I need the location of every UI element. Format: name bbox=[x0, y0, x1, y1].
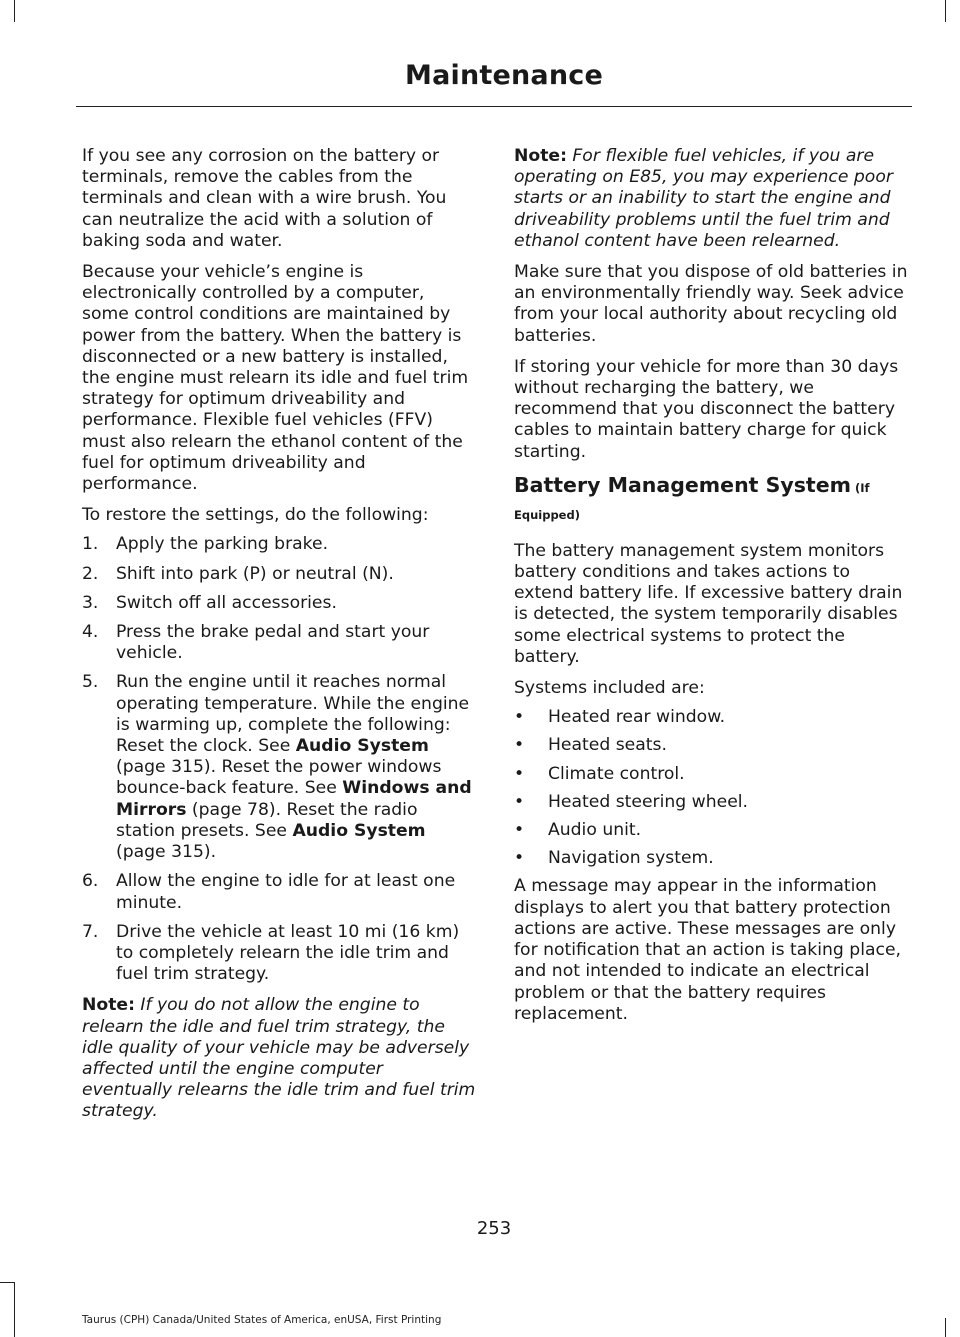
bullet-icon: • bbox=[514, 735, 525, 756]
list-item-text: Audio unit. bbox=[548, 820, 642, 841]
list-item bbox=[82, 922, 476, 986]
step-number: 1. bbox=[82, 534, 99, 555]
section-heading bbox=[514, 473, 910, 527]
left-column bbox=[82, 146, 476, 1133]
step-number: 3. bbox=[82, 592, 99, 613]
paragraph: A message may appear in the information displays to alert you that battery protection actions are active. These messages are only for notification that an action is taking place, and not intended to indicate an electrical problem or that the battery requires replacement. bbox=[514, 876, 902, 1024]
list-item bbox=[514, 764, 910, 785]
paragraph: If you see any corrosion on the battery or terminals, remove the cables from the terminals and clean with a wire brush. You can neutralize the acid with a solution of baking soda and water. bbox=[82, 146, 447, 251]
step-text: Drive the vehicle at least 10 mi (16 km) to completely relearn the idle trim and fuel trim strategy. bbox=[116, 921, 460, 985]
paragraph: Make sure that you dispose of old batteries in an environmentally friendly way. Seek advice from your local authority about recycling old batteries. bbox=[514, 262, 908, 346]
right-column bbox=[514, 146, 910, 1035]
bullet-icon: • bbox=[514, 763, 525, 784]
step-text: (page 78). Reset the radio station presets. See bbox=[116, 799, 418, 841]
list-item-text: Heated steering wheel. bbox=[548, 791, 749, 812]
note-label: Note: bbox=[82, 995, 135, 1016]
systems-list bbox=[514, 707, 910, 869]
cross-reference-link[interactable]: Windows and Mirrors bbox=[116, 778, 472, 820]
step-text: Run the engine until it reaches normal operating temperature. While the engine is warming up, complete the following: Reset the clock. See bbox=[116, 672, 470, 757]
bullet-icon: • bbox=[514, 791, 525, 812]
list-item bbox=[82, 593, 476, 614]
note-label: Note: bbox=[514, 146, 567, 166]
note bbox=[514, 146, 910, 252]
bullet-icon: • bbox=[514, 820, 525, 841]
paragraph: If storing your vehicle for more than 30 days without recharging the battery, we recommend that you disconnect the battery cables to maintain battery charge for quick starting. bbox=[514, 356, 899, 462]
step-number: 6. bbox=[82, 871, 99, 892]
list-item-text: Navigation system. bbox=[548, 848, 714, 869]
bullet-icon: • bbox=[514, 707, 525, 728]
note-text: For flexible fuel vehicles, if you are operating on E85, you may experience poor starts or an inability to start the engine and driveability problems until the fuel trim and ethanol content have been relearned. bbox=[514, 146, 893, 251]
crop-mark-top-left-vertical bbox=[14, 0, 15, 22]
list-item bbox=[82, 672, 476, 863]
cross-reference-link[interactable]: Audio System bbox=[292, 820, 426, 841]
list-item bbox=[514, 735, 910, 756]
crop-mark-bottom-left-horizontal bbox=[0, 1282, 15, 1283]
step-text: Shift into park (P) or neutral (N). bbox=[116, 563, 394, 584]
section-heading-qualifier: (If Equipped) bbox=[514, 480, 870, 522]
section-heading-text: Battery Management System bbox=[514, 472, 851, 497]
crop-mark-top-right-vertical bbox=[945, 0, 946, 22]
steps-list bbox=[82, 534, 476, 985]
paragraph: Because your vehicle’s engine is electronically controlled by a computer, some control conditions are maintained by power from the battery. When the battery is disconnected or a new battery is installed, the engine must relearn its idle and fuel trim strategy for optimum driveability and performance. Flexible fuel vehicles (FFV) must also relearn the ethanol content of the fuel for optimum driveability and performance. bbox=[82, 262, 469, 495]
step-number: 4. bbox=[82, 622, 99, 643]
paragraph: Systems included are: bbox=[514, 678, 705, 699]
step-text: Press the brake pedal and start your vehicle. bbox=[116, 622, 430, 664]
step-text: (page 315). Reset the power windows bounce-back feature. See bbox=[116, 757, 442, 799]
step-number: 7. bbox=[82, 921, 99, 942]
note-text: If you do not allow the engine to relearn the idle and fuel trim strategy, the idle quality of your vehicle may be adversely affected until the engine computer eventually relearns the idle trim and fuel trim strategy. bbox=[82, 995, 476, 1122]
list-item bbox=[514, 848, 910, 869]
step-number: 5. bbox=[82, 672, 99, 693]
step-text: Allow the engine to idle for at least one minute. bbox=[116, 871, 456, 913]
cross-reference-link[interactable]: Audio System bbox=[295, 736, 429, 757]
list-item bbox=[514, 792, 910, 813]
step-number: 2. bbox=[82, 563, 99, 584]
list-item bbox=[514, 707, 910, 728]
crop-mark-bottom-left-vertical bbox=[14, 1282, 15, 1337]
list-item-text: Climate control. bbox=[548, 763, 685, 784]
list-item bbox=[514, 820, 910, 841]
step-text: Apply the parking brake. bbox=[116, 534, 329, 555]
step-text: (page 315). bbox=[116, 842, 217, 863]
list-item-text: Heated rear window. bbox=[548, 707, 726, 728]
page-number: 253 bbox=[476, 1218, 512, 1239]
paragraph: The battery management system monitors battery conditions and takes actions to extend battery life. If excessive battery drain is detected, the system temporarily disables some electrical systems to protect the battery. bbox=[514, 540, 903, 667]
footer-text: Taurus (CPH) Canada/United States of America, enUSA, First Printing bbox=[82, 1314, 442, 1326]
list-item bbox=[82, 534, 476, 555]
list-item bbox=[82, 622, 476, 664]
crop-mark-bottom-right-vertical bbox=[945, 1318, 946, 1337]
list-item-text: Heated seats. bbox=[548, 735, 667, 756]
list-item bbox=[82, 871, 476, 913]
paragraph: To restore the settings, do the following: bbox=[82, 505, 429, 526]
list-item bbox=[82, 564, 476, 585]
page-title: Maintenance bbox=[405, 60, 603, 91]
header-divider bbox=[76, 106, 912, 107]
step-text: Switch off all accessories. bbox=[116, 592, 337, 613]
note bbox=[82, 995, 476, 1122]
bullet-icon: • bbox=[514, 848, 525, 869]
